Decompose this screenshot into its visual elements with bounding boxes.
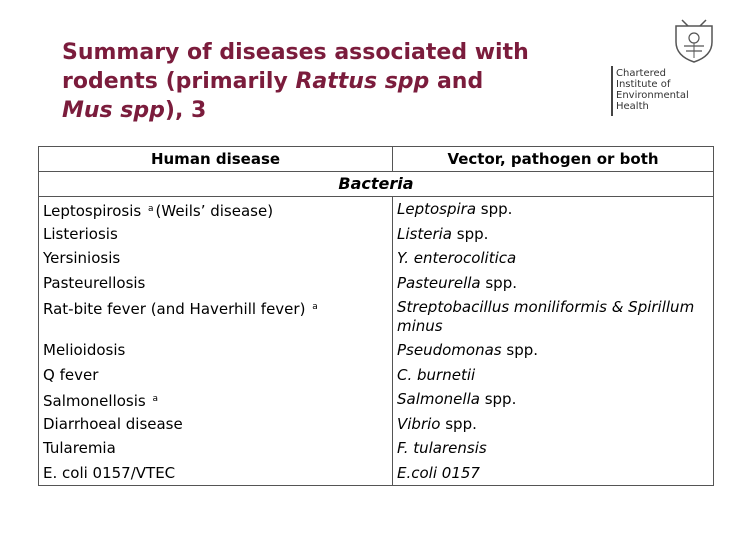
section-label: Bacteria [39, 172, 714, 197]
header-vector: Vector, pathogen or both [393, 147, 714, 172]
title-line-2-italic: Rattus spp [295, 69, 430, 94]
disease-cell [43, 222, 388, 247]
disease-table [38, 146, 714, 486]
vector-suffix: spp. [476, 200, 513, 218]
disease-cell [43, 363, 388, 388]
disease-name: Pasteurellosis [43, 273, 146, 292]
title-line-2-prefix: rodents (primarily [62, 69, 296, 94]
disease-cell [43, 338, 388, 363]
logo-line: Health [616, 101, 649, 112]
disease-cell [43, 387, 388, 412]
logo-line: Institute of [616, 79, 671, 90]
disease-cell-spacer [43, 316, 388, 338]
vector-cell [397, 363, 709, 388]
disease-cell [43, 271, 388, 296]
vector-column [393, 197, 714, 486]
vector-cell [397, 197, 709, 222]
disease-name: Diarrhoeal disease [43, 414, 183, 433]
disease-cell [43, 246, 388, 271]
vector-name: Streptobacillus moniliformis & Spirillum [397, 298, 695, 316]
vector-cell [397, 412, 709, 437]
vector-suffix: spp. [480, 273, 517, 292]
vector-name: Pasteurella [397, 273, 481, 292]
disease-cell [43, 197, 388, 222]
logo-line: Environmental [616, 90, 689, 101]
vector-name: Salmonella [397, 390, 480, 408]
disease-cell [43, 461, 388, 486]
disease-name: Salmonellosis [43, 392, 151, 410]
title-line-2-suffix: and [429, 69, 484, 94]
disease-name: Leptospirosis [43, 202, 146, 220]
slide-title [62, 38, 582, 125]
disease-cell [43, 412, 388, 437]
table-row [39, 197, 714, 486]
vector-cell [397, 222, 709, 247]
title-line-3-italic: Mus spp [62, 98, 165, 123]
disease-name: Rat-bite fever (and Haverhill fever) [43, 300, 311, 318]
disease-name: Tularemia [43, 439, 116, 457]
disease-name: E. coli 0157/VTEC [43, 463, 176, 482]
vector-name: F. tularensis [397, 439, 487, 457]
disease-name: Q fever [43, 365, 99, 384]
vector-suffix: spp. [440, 414, 477, 433]
vector-name: E.coli 0157 [397, 463, 480, 482]
title-line-1: Summary of diseases associated with [62, 40, 529, 65]
footnote-marker: a [148, 204, 154, 214]
disease-cell [43, 295, 388, 316]
vector-name: Vibrio [397, 414, 441, 433]
logo-divider [611, 66, 613, 116]
vector-cell [397, 338, 709, 363]
disease-name: Yersiniosis [43, 249, 121, 267]
vector-cell [397, 271, 709, 296]
section-row [39, 172, 714, 197]
footnote-marker: a [312, 302, 318, 312]
disease-name: Listeriosis [43, 224, 118, 243]
footnote-marker: a [152, 394, 158, 404]
organisation-logo [616, 68, 712, 112]
disease-cell [43, 436, 388, 461]
vector-name: Y. enterocolitica [397, 249, 517, 267]
vector-name: C. burnetii [397, 365, 476, 384]
vector-suffix: spp. [451, 224, 489, 243]
disease-name: Melioidosis [43, 341, 126, 359]
crest-icon [672, 18, 716, 64]
disease-name-suffix: (Weils’ disease) [155, 202, 274, 220]
disease-column [39, 197, 393, 486]
vector-cell [397, 436, 709, 461]
vector-cell [397, 461, 709, 486]
vector-name: Listeria [397, 224, 452, 243]
vector-cell [397, 246, 709, 271]
vector-name: Leptospira [397, 200, 477, 218]
logo-line: Chartered [616, 68, 667, 79]
vector-suffix: spp. [501, 341, 539, 359]
vector-name-continued: minus [397, 317, 443, 335]
header-human-disease: Human disease [39, 147, 393, 172]
vector-cell [397, 387, 709, 412]
table-header-row [39, 147, 714, 172]
title-line-3-suffix: ), 3 [164, 98, 207, 123]
vector-cell [397, 295, 709, 316]
vector-name: Pseudomonas [397, 341, 502, 359]
vector-suffix: spp. [479, 390, 517, 408]
vector-cell-continued [397, 316, 709, 338]
